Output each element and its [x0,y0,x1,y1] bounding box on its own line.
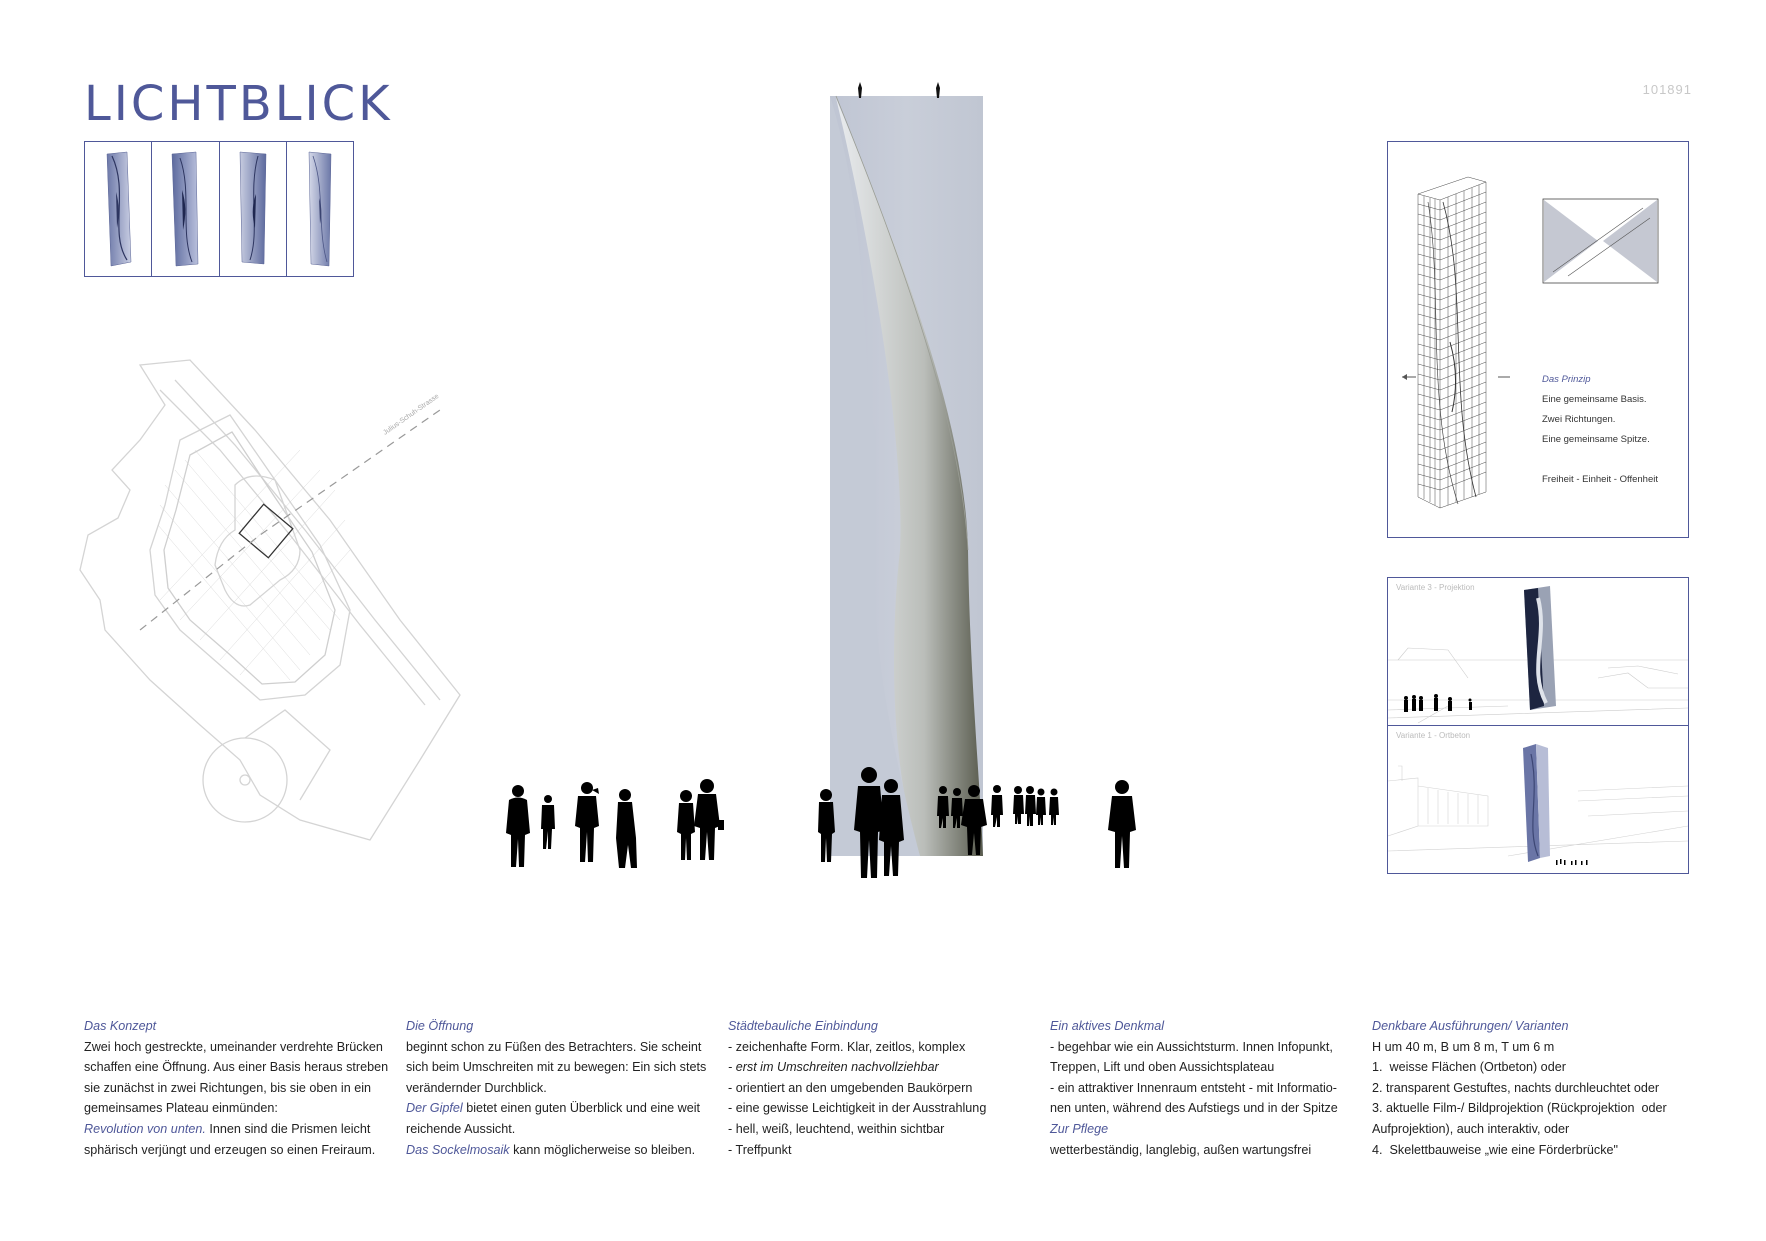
body-text: - hell, weiß, leuchtend, weithin sichtbar [728,1121,945,1136]
column-line [728,1140,1050,1161]
column-line [1050,1140,1372,1161]
column-line [1372,1119,1694,1140]
thumbnail-strip [84,141,354,277]
column-line [1372,1098,1694,1119]
street-label: Julius-Schuh-Strasse [382,392,441,437]
column-heading: Ein aktives Denkmal [1050,1019,1165,1033]
text-columns [84,1016,1694,1160]
thumbnail-view-3 [220,142,287,276]
body-text: Aufprojektion), auch interaktiv, oder [1372,1121,1570,1136]
column-line [84,1037,406,1058]
column-line [1372,1078,1694,1099]
body-text: 3. aktuelle Film-/ Bildprojektion (Rückprojektion oder [1372,1101,1667,1116]
column-line [84,1057,406,1078]
body-text: - Treffpunkt [728,1142,792,1157]
text-column [406,1016,728,1160]
render-concrete [1388,726,1688,873]
body-text: 1. weisse Flächen (Ortbeton) oder [1372,1060,1566,1075]
body-text: wetterbeständig, langlebig, außen wartungsfrei [1050,1142,1312,1157]
body-text: gemeinsames Plateau einmünden: [84,1101,278,1116]
highlight-text: Das Sockelmosaik [406,1142,510,1157]
body-text: sie zunächst in zwei Richtungen, bis sie oben in ein [84,1080,372,1095]
column-line [728,1037,1050,1058]
body-text: 2. transparent Gestuftes, nachts durchleuchtet oder [1372,1080,1660,1095]
body-text: kann möglicherweise so bleiben. [509,1142,696,1157]
body-text: sphärisch verjüngt und erzeugen so einen Freiraum. [84,1142,376,1157]
variant-renders-panel [1387,577,1689,874]
column-line [1050,1098,1372,1119]
principle-line: Eine gemeinsame Basis. [1542,394,1647,405]
principle-heading: Das Prinzip [1542,374,1591,385]
column-line [406,1140,728,1161]
column-heading: Städtebauliche Einbindung [728,1019,878,1033]
thumbnail-view-4 [287,142,353,276]
text-column [1372,1016,1694,1160]
body-text: - orientiert an den umgebenden Baukörpern [728,1080,973,1095]
site-plan [0,320,470,880]
text-column [84,1016,406,1160]
column-line [84,1119,406,1140]
body-text: Innen sind die Prismen leicht [205,1121,371,1136]
thumbnail-view-1 [85,142,152,276]
body-text: Treppen, Lift und oben Aussichtsplateau [1050,1060,1275,1075]
body-text: - ein attraktiver Innenraum entsteht - mit Informatio- [1050,1080,1337,1095]
column-line [1372,1037,1694,1058]
column-heading: Denkbare Ausführungen/ Varianten [1372,1019,1569,1033]
column-line [406,1057,728,1078]
column-line [728,1078,1050,1099]
column-line [84,1140,406,1161]
column-line [1372,1140,1694,1161]
principle-line: Zwei Richtungen. [1542,414,1616,425]
body-text: 4. Skelettbauweise „wie eine Förderbrücke" [1372,1142,1618,1157]
body-text: nen unten, während des Aufstiegs und in der Spitze [1050,1101,1338,1116]
principle-line: Eine gemeinsame Spitze. [1542,434,1650,445]
body-text: bietet einen guten Überblick und eine weit [462,1101,701,1116]
tower-rendering [420,80,1180,910]
highlight-text: Der Gipfel [406,1101,463,1116]
principle-text [1542,370,1682,490]
body-text: beginnt schon zu Füßen des Betrachters. Sie scheint [406,1039,702,1054]
column-line [728,1057,1050,1078]
body-text: reichende Aussicht. [406,1121,516,1136]
column-line [84,1098,406,1119]
column-line [1050,1057,1372,1078]
competition-number: 101891 [1642,82,1692,97]
column-line [406,1119,728,1140]
principle-motto: Freiheit - Einheit - Offenheit [1542,474,1658,485]
column-heading: Das Konzept [84,1019,157,1033]
column-heading: Die Öffnung [406,1019,474,1033]
column-line [406,1078,728,1099]
people-silhouettes [506,767,1136,878]
column-line [728,1098,1050,1119]
body-text: sich beim Umschreiten mit zu bewegen: Ein sich stets [406,1060,707,1075]
column-line [1050,1119,1372,1140]
body-text: - zeichenhafte Form. Klar, zeitlos, komplex [728,1039,966,1054]
body-text: schaffen eine Öffnung. Aus einer Basis heraus streben [84,1060,389,1075]
text-column [728,1016,1050,1160]
column-line [1372,1057,1694,1078]
body-text: H um 40 m, B um 8 m, T um 6 m [1372,1039,1555,1054]
render-top-label: Variante 3 - Projektion [1396,583,1475,592]
render-bottom-label: Variante 1 - Ortbeton [1396,731,1471,740]
italic-text: - erst im Umschreiten nachvollziehbar [728,1060,939,1075]
render-projection [1388,578,1688,726]
highlight-text: Zur Pflege [1050,1121,1109,1136]
column-line [84,1078,406,1099]
text-column [1050,1016,1372,1160]
body-text: - begehbar wie ein Aussichtsturm. Innen Infopunkt, [1050,1039,1333,1054]
body-text: Zwei hoch gestreckte, umeinander verdrehte Brücken [84,1039,383,1054]
column-line [406,1098,728,1119]
principle-panel [1387,141,1689,538]
highlight-text: Revolution von unten. [84,1121,206,1136]
body-text: - eine gewisse Leichtigkeit in der Ausstrahlung [728,1101,987,1116]
column-line [728,1119,1050,1140]
thumbnail-view-2 [152,142,219,276]
column-line [406,1037,728,1058]
page-title: LICHTBLICK [84,76,393,132]
column-line [1050,1078,1372,1099]
column-line [1050,1037,1372,1058]
body-text: verändernder Durchblick. [406,1080,547,1095]
